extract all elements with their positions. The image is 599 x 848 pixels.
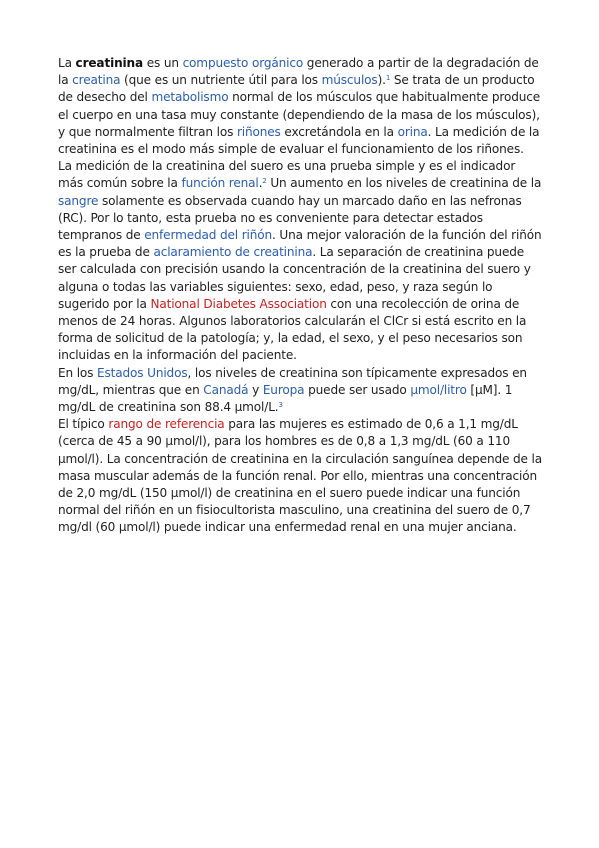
text-run: para las mujeres es estimado de 0,6 a 1,1 mg/dL (cerca de 45 a 90 µmol/l), para los hombres es de 0,8 a 1,3 mg/dL (60 a 110 µmol/l). La concentración de creatinina en la circulación sanguínea depende de la masa muscular además de la función renal. Por ello, mientras una concentración de 2,0 mg/dL (150 µmol/l) de creatinina en el suero puede indicar una función normal del riñón en un fisiocultorista masculino, una creatinina del suero de 0,7 mg/dl (60 µmol/l) puede indicar una enfermedad renal en una mujer anciana. <box>58 417 542 535</box>
text-run: puede ser usado <box>304 382 411 397</box>
term-creatinina: creatinina <box>75 56 143 70</box>
link-compuesto-organico[interactable]: compuesto orgánico <box>182 56 304 70</box>
text-run: es un <box>143 56 183 70</box>
text-run: y <box>248 382 263 397</box>
missing-link-rango-de-referencia[interactable]: rango de referencia <box>108 417 225 432</box>
text-run: con una recolección de orina de menos de 24 horas. Algunos laboratorios calcularán el ClCr si está escrito en la forma de solicitud de la patología; y, la edad, el sexo, y el peso necesarios son incluidas en la información del paciente. <box>58 296 527 363</box>
link-europa[interactable]: Europa <box>262 382 305 397</box>
text-run: , los niveles de creatinina son típicamente expresados en mg/dL, mientras que en <box>58 365 527 397</box>
text-run: Un aumento en los niveles de creatinina de la <box>266 176 542 191</box>
link-funcion-renal[interactable]: función renal <box>181 176 259 191</box>
text-run: Se trata de un producto de desecho del <box>58 73 535 105</box>
text-run: generado a partir de la degradación de la <box>58 56 539 88</box>
citation-3[interactable]: 3 <box>278 401 283 410</box>
link-enfermedad-del-rinon[interactable]: enfermedad del riñón <box>144 228 273 243</box>
text-run: ). <box>377 73 386 88</box>
text-run: solamente es observada cuando hay un marcado daño en las nefronas (RC). Por lo tanto, esta prueba no es conveniente para detectar estados tempranos de <box>58 193 522 243</box>
text-run: El típico <box>58 417 109 432</box>
link-sangre[interactable]: sangre <box>58 193 99 208</box>
citation-1[interactable]: 1 <box>385 74 391 83</box>
text-run: . <box>258 176 263 191</box>
text-run: excretándola en la <box>280 124 398 139</box>
text-run: La medición de la creatinina del suero es una prueba simple y es el indicador más común sobre la <box>58 159 516 191</box>
paragraph-measurement <box>58 158 542 364</box>
link-mol-litro[interactable]: µmol/litro <box>410 382 467 397</box>
paragraph-units <box>58 365 542 417</box>
link-musculos[interactable]: músculos <box>321 73 378 88</box>
link-metabolismo[interactable]: metabolismo <box>151 90 229 105</box>
link-rinones[interactable]: riñones <box>236 124 281 139</box>
link-orina[interactable]: orina <box>397 124 428 139</box>
document-body <box>58 55 542 537</box>
text-run: normal de los músculos que habitualmente produce el cuerpo en una tasa muy constante (dependiendo de la masa de los músculos), y que normalmente filtran los <box>58 90 541 139</box>
link-estados-unidos[interactable]: Estados Unidos <box>97 365 188 380</box>
text-run: . La medición de la creatinina es el modo más simple de evaluar el funcionamiento de los riñones. <box>58 124 540 157</box>
link-aclaramiento-de-creatinina[interactable]: aclaramiento de creatinina <box>153 245 313 260</box>
citation-2[interactable]: 2 <box>262 177 267 186</box>
link-canada[interactable]: Canadá <box>203 382 249 397</box>
text-run: En los <box>58 365 98 380</box>
text-run: La <box>58 56 76 70</box>
paragraph-intro <box>58 55 542 158</box>
text-run: (que es un nutriente útil para los <box>120 73 322 88</box>
missing-link-national-diabetes-association[interactable]: National Diabetes Association <box>150 296 327 311</box>
text-run: [µM]. 1 mg/dL de creatinina son 88.4 µmol/L. <box>58 382 513 415</box>
link-creatina[interactable]: creatina <box>72 73 121 88</box>
paragraph-reference <box>58 416 542 536</box>
text-run: . Una mejor valoración de la función del riñón es la prueba de <box>58 228 542 260</box>
text-run: . La separación de creatinina puede ser calculada con precisión usando la concentración de la creatinina del suero y alguna o todas las variables siguientes: sexo, edad, peso, y raza según lo sugerido por la <box>58 245 531 311</box>
